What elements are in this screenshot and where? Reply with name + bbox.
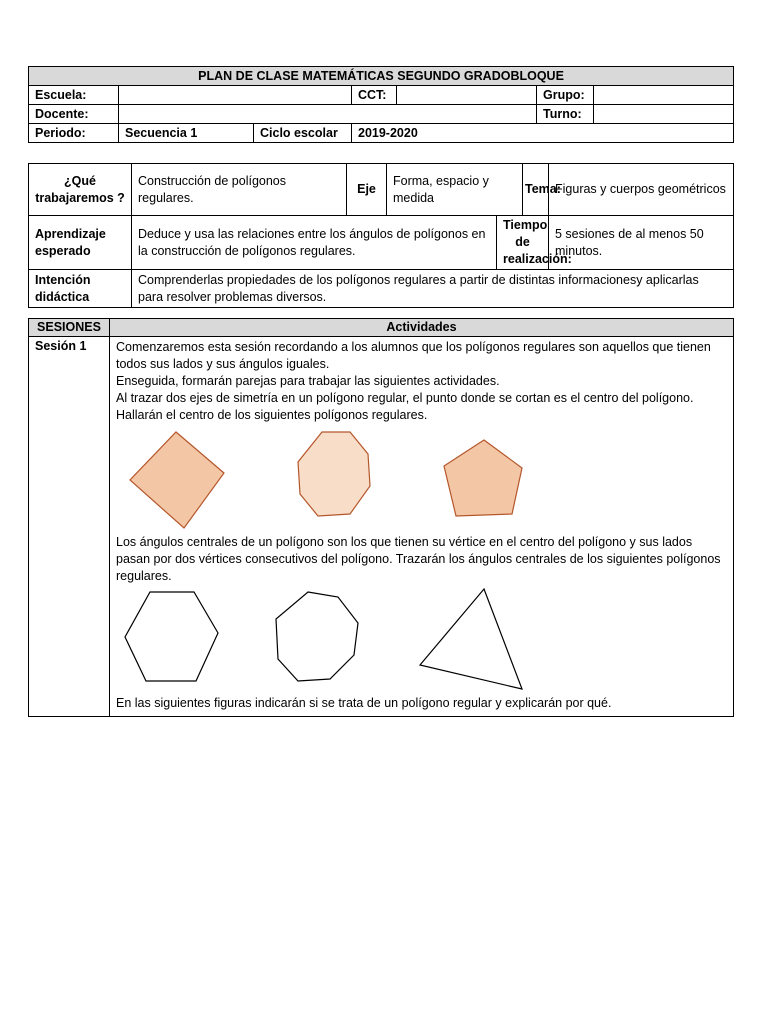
- activity-text-4: Hallarán el centro de los siguientes polígonos regulares.: [116, 408, 428, 422]
- activity-text-5: Los ángulos centrales de un polígono son los que tienen su vértice en el centro del polígono y sus lados pasan por dos vértices consecutivos del polígono. Trazarán los ángulos centrales de los siguientes polígonos regulares.: [116, 535, 721, 583]
- pentagon-figure: [442, 438, 526, 520]
- session-1-label: Sesión 1: [29, 337, 110, 717]
- que-label: ¿Qué trabajaremos ?: [29, 164, 132, 216]
- turno-field[interactable]: [594, 105, 734, 124]
- activity-text-3: Al trazar dos ejes de simetría en un polígono regular, el punto donde se cortan es el centro del polígono.: [116, 391, 694, 405]
- tiempo-label: Tiempo de realización:: [497, 216, 549, 270]
- plan-table: [28, 163, 734, 308]
- session-1-activities: [110, 337, 734, 717]
- eje-value: Forma, espacio y medida: [387, 164, 523, 216]
- sessions-table: [28, 318, 734, 717]
- intencion-value: Comprenderlas propiedades de los polígonos regulares a partir de distintas informacionesy aplicarlas para resolver problemas diversos.: [132, 270, 734, 308]
- col-sesiones: SESIONES: [29, 319, 110, 337]
- docente-field[interactable]: [119, 105, 537, 124]
- triangle-figure: [416, 585, 526, 691]
- que-value: Construcción de polígonos regulares.: [132, 164, 347, 216]
- tema-label: Tema:: [523, 164, 549, 216]
- header-table: [28, 66, 734, 143]
- aprendizaje-value: Deduce y usa las relaciones entre los ángulos de polígonos en la construcción de polígonos regulares.: [132, 216, 497, 270]
- activity-text-6: En las siguientes figuras indicarán si se trata de un polígono regular y explicarán por qué.: [116, 696, 612, 710]
- grupo-label: Grupo:: [537, 86, 594, 105]
- turno-label: Turno:: [537, 105, 594, 124]
- cct-field[interactable]: [397, 86, 537, 105]
- escuela-label: Escuela:: [29, 86, 119, 105]
- grupo-field[interactable]: [594, 86, 734, 105]
- tema-value: Figuras y cuerpos geométricos: [549, 164, 734, 216]
- intencion-label: Intención didáctica: [29, 270, 132, 308]
- periodo-label: Periodo:: [29, 124, 119, 143]
- col-actividades: Actividades: [110, 319, 734, 337]
- octagon-outline-figure: [272, 589, 362, 685]
- escuela-field[interactable]: [119, 86, 352, 105]
- eje-label: Eje: [347, 164, 387, 216]
- cct-label: CCT:: [352, 86, 397, 105]
- tiempo-value: 5 sesiones de al menos 50 minutos.: [549, 216, 734, 270]
- hexagon-figure: [122, 589, 222, 685]
- octagon-figure: [294, 428, 374, 522]
- activity-text-1: Comenzaremos esta sesión recordando a los alumnos que los polígonos regulares son aquellos que tienen todos sus lados y sus ángulos iguales.: [116, 340, 711, 371]
- docente-label: Docente:: [29, 105, 119, 124]
- figures-row-angles: [116, 585, 727, 695]
- ciclo-value: 2019-2020: [352, 124, 734, 143]
- aprendizaje-label: Aprendizaje esperado: [29, 216, 132, 270]
- figures-row-centers: [116, 424, 727, 534]
- periodo-value: Secuencia 1: [119, 124, 254, 143]
- activity-text-2: Enseguida, formarán parejas para trabajar las siguientes actividades.: [116, 374, 500, 388]
- square-figure: [124, 428, 228, 532]
- plan-title: PLAN DE CLASE MATEMÁTICAS SEGUNDO GRADOBLOQUE: [29, 67, 734, 86]
- ciclo-label: Ciclo escolar: [254, 124, 352, 143]
